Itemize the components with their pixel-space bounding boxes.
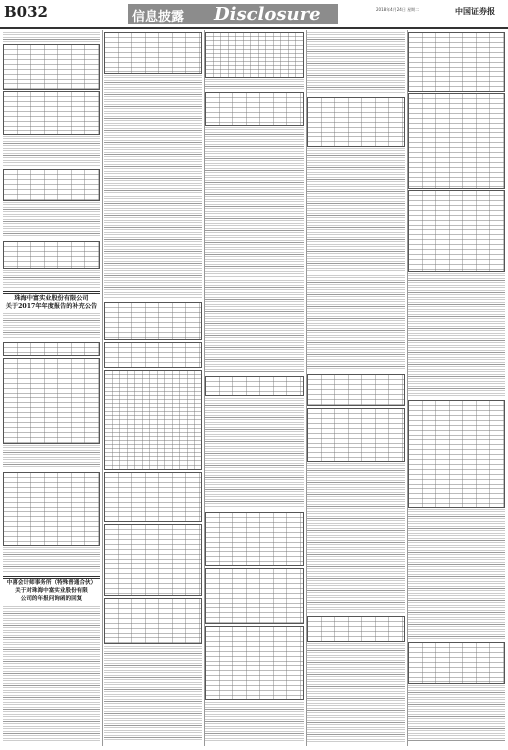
text-block [3,32,100,42]
data-table [205,376,304,396]
text-block [307,32,405,94]
text-block [3,606,100,742]
data-table [408,400,505,508]
text-block [104,75,202,193]
data-table [307,616,405,642]
text-block [307,148,405,272]
announcement-title-line2: 关于2017年年度报告的补充公告 [5,303,98,310]
text-block [408,509,505,639]
text-block [3,202,100,238]
announcement-title-line3: 公司的年报问询函的回复 [20,596,83,602]
column-1 [3,30,100,746]
text-block [307,275,405,371]
data-table [307,408,405,462]
data-table [205,568,304,624]
data-table [408,190,505,272]
column-2 [104,30,202,746]
data-table [205,92,304,126]
text-block [205,702,304,742]
text-block [205,398,304,508]
data-table [3,358,100,444]
text-block [3,547,100,573]
text-block [408,685,505,742]
data-table [3,44,100,90]
column-3 [205,30,304,746]
data-table [3,241,100,269]
text-block [3,445,100,469]
section-title-en: Disclosure [214,4,321,25]
text-block [3,270,100,288]
column-4 [307,30,405,746]
data-table [104,302,202,340]
column-divider [102,30,103,746]
data-table [3,169,100,201]
text-block [3,313,100,339]
data-table [408,32,505,92]
text-block [104,196,202,298]
data-table [104,524,202,596]
data-table [205,512,304,566]
data-table [307,97,405,147]
text-block [3,136,100,166]
announcement-title-line2: 关于对珠海中富实业股份有限 [15,588,88,594]
data-table [3,91,100,135]
data-table [205,626,304,700]
text-block [307,463,405,613]
text-block [205,79,304,89]
newspaper-name: 中国证券报 [455,6,495,16]
page-number: B032 [4,3,48,21]
dateline: 2018年4月24日 星期二 [376,7,420,12]
data-table [408,642,505,684]
text-block [408,273,505,397]
announcement-title-line1: 珠海中富实业股份有限公司 [14,295,89,302]
data-table [3,472,100,546]
data-table [104,370,202,470]
data-table [408,93,505,189]
announcement-rule [3,291,100,294]
data-table [3,342,100,356]
text-block [205,127,304,277]
column-5 [408,30,505,746]
data-table [104,472,202,522]
data-table [104,342,202,368]
masthead [0,0,508,29]
data-table [205,32,304,78]
data-table [104,598,202,644]
text-block [205,280,304,372]
text-block [104,646,202,742]
text-block [307,643,405,742]
data-table [104,32,202,74]
announcement-title-line1: 中喜会计师事务所（特殊普通合伙） [6,580,97,586]
section-title-cn: 信息披露 [132,10,185,25]
announcement-rule [3,576,100,579]
data-table [307,374,405,406]
